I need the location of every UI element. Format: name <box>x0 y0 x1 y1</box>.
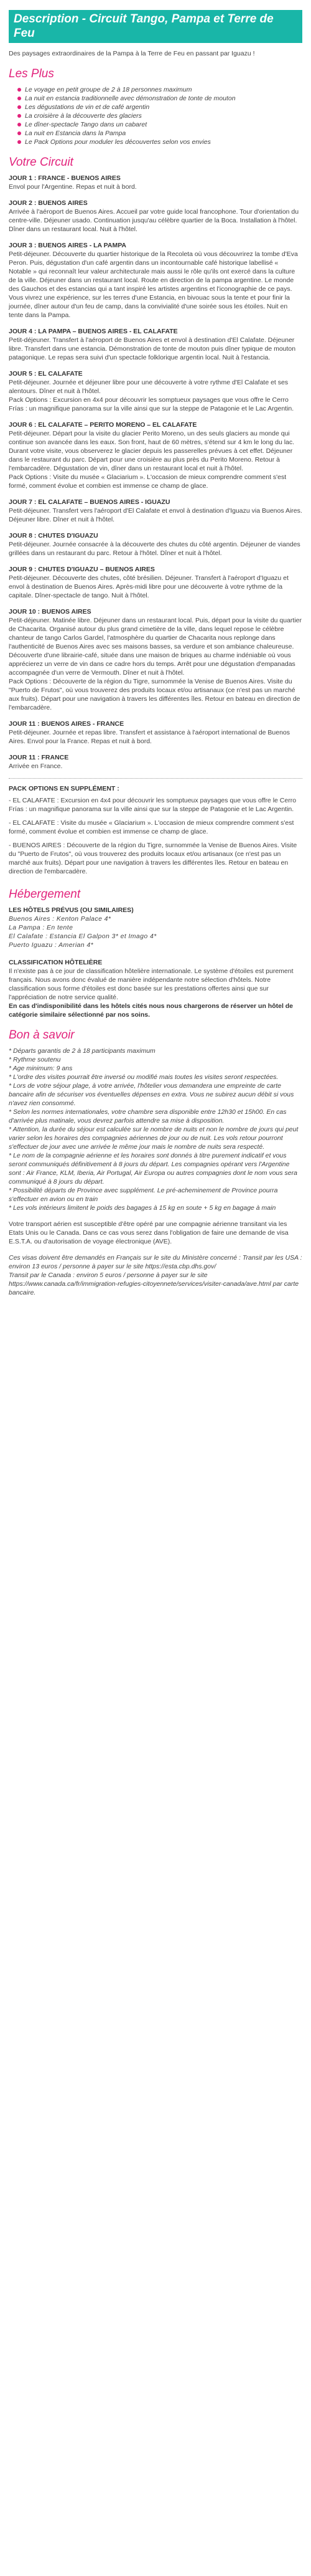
section-heading-hebergement: Hébergement <box>9 888 81 901</box>
day-text: Pack Options : Découverte de la région du Tigre, surnommée la Venise de Buenos Aires. Visite du "Puerto de Frutos", où vous trouverez des produits locaux et/ou artisanaux (ce n'est pas un marché aux fruits). Départ pour une navigation à travers les différentes îles. Retour en bateau en direction de l'embarcadère. <box>9 678 300 711</box>
day-text: Envol pour l'Argentine. Repas et nuit à bord. <box>9 183 137 191</box>
day-block <box>9 720 302 746</box>
day-block <box>9 174 302 191</box>
day-text: Petit-déjeuner. Découverte du quartier historique de la Recoleta où vous découvrirez la tombe d'Eva Peron. Puis, dégustation d'un café argentin dans un incontournable café historique labellisé « Notable » qui reconnaît leur valeur architecturale mais aussi le rôle qu'ils ont exercé dans la culture de la ville. Déjeuner dans un restaurant local. Route en direction de la pampa argentine. Le monde des Gauchos et des estancias qui a tant inspiré les artistes argentins et l'iconographie de ce pays. Vous vivrez une expérience, sur les terres d'une Estancia, en bivouac sous la tente et pour finir la journée, dîner autour d'un feu de camp, dans la convivialité d'une soirée sous les étoiles. Nuit en tente dans la Pampa. <box>9 250 298 319</box>
classification-text: Il n'existe pas à ce jour de classification hôtelière internationale. Le système d'étoiles est purement français. Nous avons donc évalué de manière indépendante notre sélection d'hôtels. Notre classification sous forme d'étoiles est donc basée sur les prestations offertes ainsi que sur l'appréciation de notre service qualité. <box>9 967 294 1001</box>
day-text: Pack Options : Visite du musée « Glaciarium ». L'occasion de mieux comprendre comment s'est formé, comment évolue et combien est immense ce champ de glace. <box>9 473 287 490</box>
day-title: JOUR 2 : BUENOS AIRES <box>9 199 88 207</box>
section-heading-plus: Les Plus <box>9 67 54 80</box>
transport-text <box>9 1220 302 1246</box>
list-item: Le Pack Options pour moduler les découvertes selon vos envies <box>25 138 302 146</box>
list-item: La nuit en estancia traditionnelle avec démonstration de tonte de mouton <box>25 94 302 103</box>
day-block <box>9 241 302 320</box>
list-item: Le voyage en petit groupe de 2 à 18 personnes maximum <box>25 85 302 94</box>
hotels-title: LES HÔTELS PRÉVUS (OU SIMILAIRES) <box>9 906 134 914</box>
option-item: - EL CALAFATE : Visite du musée « Glaciarium ». L'occasion de mieux comprendre comment s'est formé, comment évolue et combien est immense ce champ de glace. <box>9 819 294 835</box>
note-item: * Les vols intérieurs limitent le poids des bagages à 15 kg en soute + 5 kg en bagage à main <box>9 1204 276 1212</box>
day-title: JOUR 4 : LA PAMPA – BUENOS AIRES - EL CALAFATE <box>9 328 178 335</box>
day-text: Arrivée à l'aéroport de Buenos Aires. Accueil par votre guide local francophone. Tour d'orientation du centre-ville. Déjeuner usado. Continuation jusqu'au célèbre quartier de la Boca. Installation à l'hôtel. Dîner dans un restaurant local. Nuit à l'hôtel. <box>9 208 299 233</box>
day-text: Petit-déjeuner. Matinée libre. Déjeuner dans un restaurant local. Puis, départ pour la visite du quartier de Chacarita. Organisé autour du plus grand cimetière de la ville, dans lequel repose le célèbre chanteur de tango Carlos Gardel, l'atmosphère du quartier de Chacarita nous replonge dans l'authenticité de Buenos Aires avec ses maisons basses, sa verdure et son ambiance chaleureuse. Découverte d'une librairie-café, située dans une maison de briques au charme indéniable où vous apprécierez un verre de vin dans ce cadre hors du temps. Arrêt pour une dégustation d'empanadas accompagnée d'un verre de Vermouth. Dîner et nuit à l'hôtel. <box>9 617 302 677</box>
day-title: JOUR 9 : CHUTES D'IGUAZU – BUENOS AIRES <box>9 566 155 573</box>
notes-list <box>9 1047 302 1212</box>
day-title: JOUR 6 : EL CALAFATE – PERITO MORENO – EL CALAFATE <box>9 421 197 429</box>
hotel-item: Buenos Aires : Kenton Palace 4* <box>9 915 111 923</box>
day-block <box>9 369 302 413</box>
list-item: Les dégustations de vin et de café argentin <box>25 103 302 112</box>
note-item: * Le nom de la compagnie aérienne et les horaires sont donnés à titre purement indicatif et vous seront communiqués définitivement à 8 jours du départ. Les compagnies opérant vers l'Argentine sont : Air France, KLM, Iberia, Air Portugal, Air Europa ou autres compagnies dont le nom vous sera communiqué à 8 jours du départ. <box>9 1152 297 1186</box>
day-title: JOUR 7 : EL CALAFATE – BUENOS AIRES - IGUAZU <box>9 498 170 506</box>
divider <box>9 778 302 779</box>
day-title: JOUR 5 : EL CALAFATE <box>9 370 83 378</box>
note-item: * Attention, la durée du séjour est calculée sur le nombre de nuits et non le nombre de jours qui peut varier selon les horaires des compagnies aériennes de jour ou de nuit. Les vols retour pourront s'effectuer de jour avec une arrivée le même jour mais le nombre de nuits sera respecté. <box>9 1126 299 1151</box>
day-title: JOUR 1 : FRANCE - BUENOS AIRES <box>9 174 121 182</box>
note-item: * Départs garantis de 2 à 18 participants maximum <box>9 1047 156 1055</box>
day-text: Petit-déjeuner. Journée et déjeuner libre pour une découverte à votre rythme d'El Calafate et ses alentours. Dîner et nuit à l'hôtel. <box>9 379 289 395</box>
day-block <box>9 199 302 234</box>
note-item: * Lors de votre séjour plage, à votre arrivée, l'hôtelier vous demandera une empreinte de carte bancaire afin de sécuriser vos éventuelles dépenses en extra. Vous ne subirez aucun débit si vous n'avez rien consommé. <box>9 1082 294 1107</box>
day-text: Arrivée en France. <box>9 763 63 770</box>
page <box>0 10 311 1297</box>
note-item: * Rythme soutenu <box>9 1056 61 1063</box>
section-heading-circuit: Votre Circuit <box>9 156 73 169</box>
day-block <box>9 498 302 524</box>
day-text: Petit-déjeuner. Départ pour la visite du glacier Perito Moreno, un des seuls glaciers au monde qui continue son avancée dans les eaux. Son front, haut de 60 mètres, s'étend sur 4 km le long du lac. Durant votre visite, vous observerez le glacier depuis les passerelles prévues à cet effet. Déjeuner dans le restaurant du parc. Départ pour une croisière au plus près du Perito Moreno. Retour à l'embarcadère. Dégustation de vin, dîner dans un restaurant local et nuit à l'hôtel. <box>9 430 295 472</box>
day-block <box>9 421 302 490</box>
day-text: Petit-déjeuner. Journée et repas libre. Transfert et assistance à l'aéroport international de Buenos Aires. Envol pour la France. Repas et nuit à bord. <box>9 729 290 745</box>
transport-paragraph: Votre transport aérien est susceptible d'être opéré par une compagnie aérienne transitant via les Etats Unis ou le Canada. Dans ce cas vous serez dans l'obligation de faire une demande de visa E.S.T.A. ou d'autorisation de voyage électronique (AVE). <box>9 1220 289 1245</box>
day-text: Petit-déjeuner. Transfert vers l'aéroport d'El Calafate et envol à destination d'Iguazu via Buenos Aires. Déjeuner libre. Dîner et nuit à l'hôtel. <box>9 507 302 523</box>
day-title: JOUR 10 : BUENOS AIRES <box>9 608 91 615</box>
list-item: Le dîner-spectacle Tango dans un cabaret <box>25 120 302 129</box>
option-item: - BUENOS AIRES : Découverte de la région du Tigre, surnommée la Venise de Buenos Aires. Visite du "Puerto de Frutos", où vous trouverez des produits locaux et/ou artisanaux (ce n'est pas un marché aux fruits). Départ pour une navigation à travers les différentes îles. Retour en bateau en direction de l'embarcadère. <box>9 842 297 875</box>
day-text: Petit-déjeuner. Transfert à l'aéroport de Buenos Aires et envol à destination d'El Calafate. Déjeuner libre. Transfert dans une estancia. Démonstration de tonte de mouton puis dîner typique de mouton patagonique. Le repas sera suivi d'un spectacle folklorique argentin local. Nuit à l'estancia. <box>9 336 296 361</box>
option-item: - EL CALAFATE : Excursion en 4x4 pour découvrir les somptueux paysages que vous offre le Cerro Frías : un magnifique panorama sur la ville ainsi que sur la steppe de Patagonie et le Lac Argentin. <box>9 797 297 813</box>
day-block <box>9 607 302 712</box>
day-title: JOUR 11 : BUENOS AIRES - FRANCE <box>9 720 124 728</box>
note-item: * Selon les normes internationales, votre chambre sera disponible entre 12h30 et 15h00. En cas d'arrivée plus matinale, vous devrez parfois attendre sa mise à disposition. <box>9 1108 287 1124</box>
day-title: JOUR 8 : CHUTES D'IGUAZU <box>9 532 98 539</box>
plus-list <box>9 85 302 146</box>
canada-paragraph: Transit par le Canada : environ 5 euros / personne à payer sur le site https://www.canada.ca/fr/immigration-refugies-citoyennete/services/visiter-canada/ave.html par carte bancaire. <box>9 1271 299 1296</box>
visa-text <box>9 1253 302 1297</box>
options-list <box>9 796 302 876</box>
options-heading: PACK OPTIONS EN SUPPLÉMENT : <box>9 785 119 792</box>
note-item: * Age minimum: 9 ans <box>9 1065 73 1072</box>
list-item: La nuit en Estancia dans la Pampa <box>25 129 302 138</box>
section-heading-bon-a-savoir: Bon à savoir <box>9 1029 75 1042</box>
day-list <box>0 174 311 771</box>
note-item: * Possibilité départs de Province avec supplément. Le pré-acheminement de Province pourra s'effectuer en avion ou en train <box>9 1187 278 1203</box>
classification-title: CLASSIFICATION HÔTELIÈRE <box>9 959 103 966</box>
day-block <box>9 753 302 771</box>
classification-note: En cas d'indisponibilité dans les hôtels cités nous nous chargerons de réserver un hôtel de catégorie similaire sélectionné par nos soins. <box>9 1002 294 1019</box>
day-text: Petit-déjeuner. Journée consacrée à la découverte des chutes du côté argentin. Déjeuner de viandes grillées dans un restaurant du parc. Retour à l'hôtel. Dîner et nuit à l'hôtel. <box>9 541 300 557</box>
day-title: JOUR 3 : BUENOS AIRES - LA PAMPA <box>9 242 127 249</box>
day-block <box>9 327 302 362</box>
hotel-item: El Calafate : Estancia El Galpon 3* et Imago 4* <box>9 933 157 940</box>
visa-paragraph: Ces visas doivent être demandés en Français sur le site du Ministère concerné : Transit par les USA : environ 13 euros / personne à payer sur le site https://esta.cbp.dhs.gov/ <box>9 1254 302 1270</box>
hebergement-block <box>9 906 302 1019</box>
day-text: Pack Options : Excursion en 4x4 pour découvrir les somptueux paysages que vous offre le Cerro Frías : un magnifique panorama sur la ville ainsi que sur la steppe de Patagonie et le Lac Argentin. <box>9 396 294 412</box>
day-block <box>9 531 302 558</box>
hotel-item: Puerto Iguazu : Amerian 4* <box>9 941 94 949</box>
list-item: La croisière à la découverte des glaciers <box>25 112 302 120</box>
day-title: JOUR 11 : FRANCE <box>9 754 69 761</box>
page-title: Description - Circuit Tango, Pampa et Terre de Feu <box>9 10 302 43</box>
day-text: Petit-déjeuner. Découverte des chutes, côté brésilien. Déjeuner. Transfert à l'aéroport d'Iguazu et envol à destination de Buenos Aires. Après-midi libre pour une découverte à votre rythme de la capitale. Dîner-spectacle de tango. Nuit à l'hôtel. <box>9 574 289 599</box>
hotel-item: La Pampa : En tente <box>9 924 73 931</box>
day-block <box>9 565 302 600</box>
intro-text: Des paysages extraordinaires de la Pampa à la Terre de Feu en passant par Iguazu ! <box>9 50 255 57</box>
note-item: * L'ordre des visites pourrait être inversé ou modifié mais toutes les visites seront respectées. <box>9 1073 279 1081</box>
